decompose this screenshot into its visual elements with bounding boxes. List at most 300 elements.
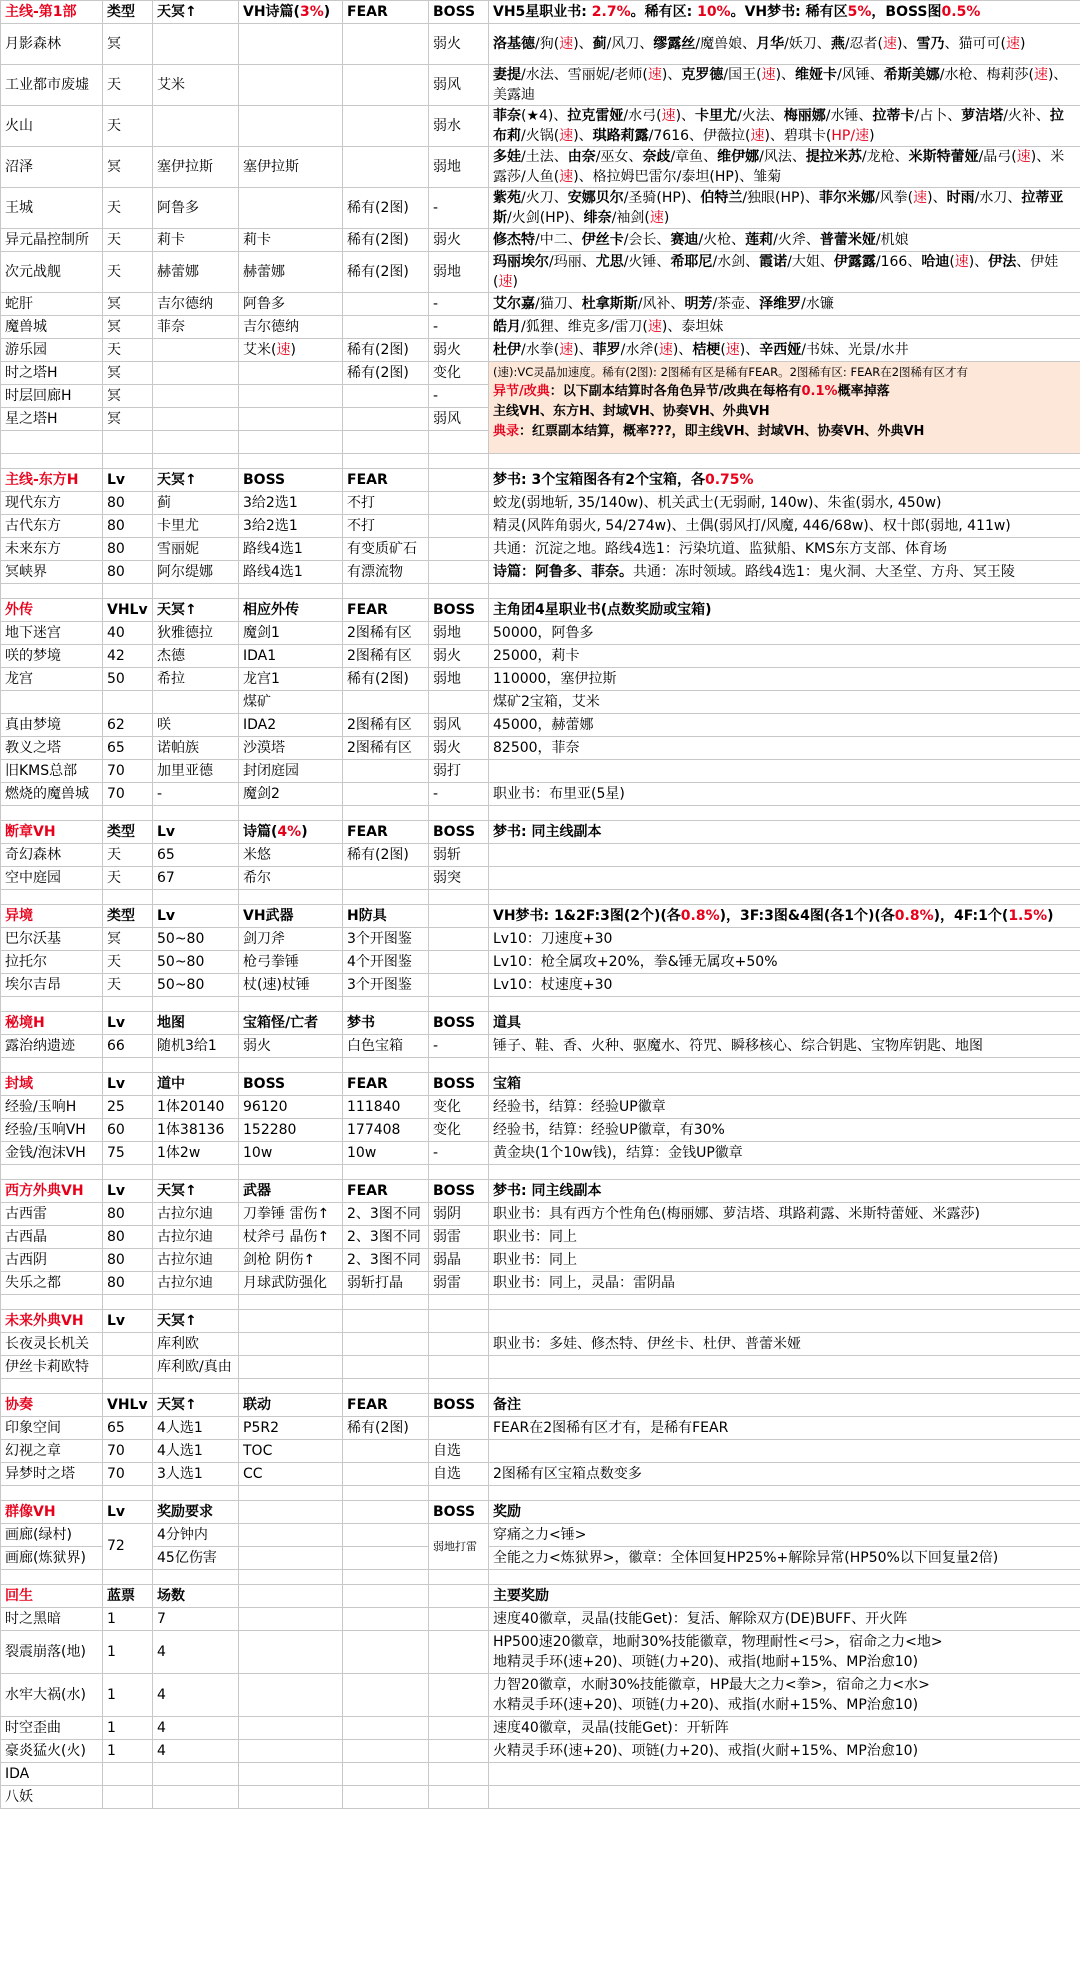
table-cell: Lv bbox=[103, 1310, 153, 1333]
table-row bbox=[1, 24, 1080, 65]
section-title: 西方外典VH bbox=[1, 1180, 103, 1203]
vh-cell bbox=[239, 106, 343, 147]
spacer-cell bbox=[103, 1295, 153, 1310]
spacer-cell bbox=[429, 1570, 489, 1585]
table-cell: 75 bbox=[103, 1142, 153, 1165]
spacer-cell bbox=[343, 1379, 429, 1394]
table-cell: 变化 bbox=[429, 1119, 489, 1142]
table-cell: BOSS bbox=[239, 469, 343, 492]
spacer-cell bbox=[489, 890, 1080, 905]
table-row bbox=[1, 928, 1080, 951]
text-segment: VH梦书: 1&2F:3图(2个)(各 bbox=[493, 907, 681, 924]
table-row bbox=[1, 1249, 1080, 1272]
table-cell: 弱火 bbox=[429, 339, 489, 362]
table-cell bbox=[343, 1717, 429, 1740]
table-cell: 时之塔H bbox=[1, 362, 103, 385]
table-row bbox=[1, 293, 1080, 316]
table-cell: 65 bbox=[153, 844, 239, 867]
table-cell: 稀有(2图) bbox=[343, 362, 429, 385]
empty-cell bbox=[1, 431, 103, 454]
table-cell: 印象空间 bbox=[1, 1417, 103, 1440]
table-cell: 库利欧 bbox=[153, 1333, 239, 1356]
table-row bbox=[1, 147, 1080, 188]
table-cell: 金钱/泡沫VH bbox=[1, 1142, 103, 1165]
table-cell: 1体38136 bbox=[153, 1119, 239, 1142]
table-cell: 80 bbox=[103, 1249, 153, 1272]
table-cell: 职业书：同上 bbox=[489, 1226, 1080, 1249]
table-row bbox=[1, 645, 1080, 668]
spacer-cell bbox=[239, 1295, 343, 1310]
table-row bbox=[1, 714, 1080, 737]
spacer-cell bbox=[1, 584, 103, 599]
table-cell: 弱风 bbox=[429, 65, 489, 106]
table-cell: 沙漠塔 bbox=[239, 737, 343, 760]
table-cell: Lv bbox=[153, 821, 239, 844]
table-cell: 62 bbox=[103, 714, 153, 737]
table-cell: 路线4选1 bbox=[239, 561, 343, 584]
table-cell: 2图稀有区 bbox=[343, 737, 429, 760]
table-cell: 沼泽 bbox=[1, 147, 103, 188]
header-cell: BOSS bbox=[429, 1073, 489, 1096]
table-cell bbox=[103, 1333, 153, 1356]
table-row bbox=[1, 1119, 1080, 1142]
table-cell bbox=[239, 1547, 343, 1570]
table-cell: 2、3图不同 bbox=[343, 1226, 429, 1249]
header-cell: 武器 bbox=[239, 1180, 343, 1203]
table-cell bbox=[343, 1674, 429, 1717]
table-cell: 古拉尔迪 bbox=[153, 1272, 239, 1295]
text-segment: 3% bbox=[299, 3, 324, 20]
table-cell: - bbox=[429, 385, 489, 408]
table-cell: 80 bbox=[103, 492, 153, 515]
table-cell: 异元晶控制所 bbox=[1, 229, 103, 252]
table-cell: 不打 bbox=[343, 492, 429, 515]
note-cell: 皓月/狐狸、维克多/雷刀(速)、泰坦妹 bbox=[489, 316, 1080, 339]
table-cell: 封闭庭园 bbox=[239, 760, 343, 783]
table-cell: 80 bbox=[103, 1272, 153, 1295]
section-title: 异境 bbox=[1, 905, 103, 928]
text-segment: 概率掉落 bbox=[837, 384, 890, 399]
table-cell: IDA2 bbox=[239, 714, 343, 737]
table-row bbox=[1, 339, 1080, 362]
table-row bbox=[1, 1763, 1080, 1786]
table-cell bbox=[343, 106, 429, 147]
table-cell: - bbox=[429, 293, 489, 316]
table-cell: 80 bbox=[103, 515, 153, 538]
table-cell: 弱雷 bbox=[429, 1272, 489, 1295]
table-cell: CC bbox=[239, 1463, 343, 1486]
table-cell: FEAR bbox=[343, 821, 429, 844]
table-cell bbox=[239, 1356, 343, 1379]
table-cell: 经验书，结算：经验UP徽章 bbox=[489, 1096, 1080, 1119]
table-cell: 45亿伤害 bbox=[153, 1547, 239, 1570]
empty-cell bbox=[103, 431, 153, 454]
spacer-cell bbox=[343, 454, 429, 469]
table-cell: 雪丽妮 bbox=[153, 538, 239, 561]
header-cell: BOSS bbox=[429, 1394, 489, 1417]
table-cell: 枪弓拳锤 bbox=[239, 951, 343, 974]
table-cell: 杖(速)杖锤 bbox=[239, 974, 343, 997]
table-cell: 古西雷 bbox=[1, 1203, 103, 1226]
table-cell: 不打 bbox=[343, 515, 429, 538]
spacer-cell bbox=[1, 997, 103, 1012]
section-header bbox=[1, 1, 1080, 24]
table-cell: 地下迷宫 bbox=[1, 622, 103, 645]
table-cell bbox=[343, 1310, 429, 1333]
table-cell: 随机3给1 bbox=[153, 1035, 239, 1058]
header-cell: Lv bbox=[103, 1073, 153, 1096]
section-header bbox=[1, 821, 1080, 844]
table-cell: 弱风 bbox=[429, 408, 489, 431]
table-cell bbox=[429, 561, 489, 584]
table-cell: 画廊(炼狱界) bbox=[1, 1547, 103, 1570]
table-cell: 天 bbox=[103, 974, 153, 997]
section-header bbox=[1, 1501, 1080, 1524]
table-cell: 天 bbox=[103, 844, 153, 867]
section-title: 主线-第1部 bbox=[1, 1, 103, 24]
table-row bbox=[1, 515, 1080, 538]
header-cell: 宝箱怪/亡者 bbox=[239, 1012, 343, 1035]
table-cell bbox=[429, 1740, 489, 1763]
section-header bbox=[1, 905, 1080, 928]
note-cell: 共通：沉淀之地。路线4选1：污染坑道、监狱船、KMS东方支部、体育场 bbox=[489, 538, 1080, 561]
table-cell: 现代东方 bbox=[1, 492, 103, 515]
table-cell bbox=[343, 408, 429, 431]
section-title: 断章VH bbox=[1, 821, 103, 844]
table-cell: 古西阴 bbox=[1, 1249, 103, 1272]
table-cell: 天 bbox=[103, 188, 153, 229]
table-cell: 吉尔德纳 bbox=[153, 293, 239, 316]
table-cell: 蓟 bbox=[153, 492, 239, 515]
text-segment: 1.5% bbox=[1008, 907, 1048, 924]
table-cell: 卡里尤 bbox=[153, 515, 239, 538]
table-cell: 弱雷 bbox=[429, 1226, 489, 1249]
info-box bbox=[489, 362, 1080, 454]
table-cell: 锤子、鞋、香、火种、驱魔水、符咒、瞬移核心、综合钥匙、宝物库钥匙、地图 bbox=[489, 1035, 1080, 1058]
header-cell: FEAR bbox=[343, 599, 429, 622]
text-segment: 4% bbox=[277, 823, 302, 840]
spacer-cell bbox=[103, 1486, 153, 1501]
header-note bbox=[489, 1, 1080, 24]
spacer-cell bbox=[489, 1295, 1080, 1310]
section-header bbox=[1, 1180, 1080, 1203]
reward-line: 速度40徽章，灵晶(技能Get)：复活、解除双方(DE)BUFF、开火阵 bbox=[493, 1611, 908, 1627]
table-cell: 刀拳锤 雷伤↑ bbox=[239, 1203, 343, 1226]
table-cell: 类型 bbox=[103, 1, 153, 24]
table-cell: 25 bbox=[103, 1096, 153, 1119]
spacer-cell bbox=[429, 806, 489, 821]
header-cell: FEAR bbox=[343, 1073, 429, 1096]
table-cell: 变化 bbox=[429, 362, 489, 385]
table-cell bbox=[239, 1310, 343, 1333]
spacer-cell bbox=[153, 1165, 239, 1180]
table-cell: 天冥↑ bbox=[153, 469, 239, 492]
empty-cell bbox=[153, 431, 239, 454]
table-cell: 自选 bbox=[429, 1463, 489, 1486]
table-cell: 天 bbox=[103, 229, 153, 252]
table-cell: BOSS bbox=[429, 1501, 489, 1524]
table-cell: 职业书：同上，灵晶：雷阴晶 bbox=[489, 1272, 1080, 1295]
table-cell: 豪炎猛火(火) bbox=[1, 1740, 103, 1763]
table-cell: 天 bbox=[103, 339, 153, 362]
text-segment: 。稀有区: bbox=[630, 3, 698, 20]
table-cell: 弱火 bbox=[429, 24, 489, 65]
vh-cell bbox=[239, 362, 343, 385]
header-cell: VHLv bbox=[103, 599, 153, 622]
reward-line: 水精灵手环(速+20)、项链(力+20)、戒指(水耐+15%、MP治愈10) bbox=[493, 1697, 919, 1713]
table-cell bbox=[429, 469, 489, 492]
text-segment: VH5星职业书: bbox=[493, 3, 592, 20]
table-cell: 时之黑暗 bbox=[1, 1608, 103, 1631]
spacer-cell bbox=[103, 1570, 153, 1585]
spacer-cell bbox=[489, 1058, 1080, 1073]
spacer-cell bbox=[343, 890, 429, 905]
table-row bbox=[1, 1717, 1080, 1740]
table-cell: 弱地 bbox=[429, 668, 489, 691]
table-cell: 露治纳遗迹 bbox=[1, 1035, 103, 1058]
spacer-cell bbox=[239, 997, 343, 1012]
table-row bbox=[1, 561, 1080, 584]
table-cell: 2、3图不同 bbox=[343, 1249, 429, 1272]
note-cell: 玛丽埃尔/玛丽、尤思/火锤、希耶尼/水剑、霞诺/大姐、伊露露/166、哈迪(速)、伊法、伊娃(速) bbox=[489, 252, 1080, 293]
table-cell: 稀有(2图) bbox=[343, 1417, 429, 1440]
table-cell: 菲奈 bbox=[153, 316, 239, 339]
table-row bbox=[1, 1356, 1080, 1379]
table-cell: 艾米 bbox=[153, 65, 239, 106]
table-cell bbox=[343, 24, 429, 65]
spacer-cell bbox=[239, 1486, 343, 1501]
table-cell: BOSS bbox=[429, 821, 489, 844]
table-cell: 八妖 bbox=[1, 1786, 103, 1809]
table-cell bbox=[103, 1356, 153, 1379]
table-cell bbox=[429, 515, 489, 538]
text-segment: 诗篇( bbox=[243, 823, 278, 840]
table-cell bbox=[153, 385, 239, 408]
spacer-row bbox=[1, 1058, 1080, 1073]
table-cell bbox=[429, 1417, 489, 1440]
spacer-cell bbox=[489, 997, 1080, 1012]
table-cell: 蛇肝 bbox=[1, 293, 103, 316]
table-cell: 路线4选1 bbox=[239, 538, 343, 561]
table-row bbox=[1, 1417, 1080, 1440]
table-cell: 工业都市废墟 bbox=[1, 65, 103, 106]
header-cell: FEAR bbox=[343, 1394, 429, 1417]
table-cell: 冥 bbox=[103, 316, 153, 339]
section-header bbox=[1, 1012, 1080, 1035]
table-cell: 1 bbox=[103, 1631, 153, 1674]
spacer-cell bbox=[153, 1058, 239, 1073]
table-row bbox=[1, 1631, 1080, 1674]
spacer-cell bbox=[429, 1486, 489, 1501]
table-cell: Lv10：刀速度+30 bbox=[489, 928, 1080, 951]
spacer-cell bbox=[103, 1165, 153, 1180]
table-cell bbox=[1, 691, 103, 714]
table-cell: 奖励 bbox=[489, 1501, 1080, 1524]
table-row bbox=[1, 1035, 1080, 1058]
note-cell: 洛基德/狗(速)、蓟/风刀、缪露丝/魔兽娘、月华/妖刀、燕/忍者(速)、雪乃、猫可可(速) bbox=[489, 24, 1080, 65]
table-cell bbox=[429, 1763, 489, 1786]
table-cell bbox=[489, 1440, 1080, 1463]
table-cell bbox=[429, 928, 489, 951]
spacer-cell bbox=[429, 584, 489, 599]
table-row bbox=[1, 783, 1080, 806]
table-cell: 50~80 bbox=[153, 951, 239, 974]
section-header bbox=[1, 469, 1080, 492]
table-cell: 经验/玉响H bbox=[1, 1096, 103, 1119]
table-cell: 古拉尔迪 bbox=[153, 1226, 239, 1249]
table-cell: 冥峡界 bbox=[1, 561, 103, 584]
table-row bbox=[1, 1226, 1080, 1249]
table-cell: 阿鲁多 bbox=[153, 188, 239, 229]
table-cell: 场数 bbox=[153, 1585, 239, 1608]
table-row bbox=[1, 622, 1080, 645]
table-cell bbox=[239, 1524, 343, 1547]
table-row bbox=[1, 691, 1080, 714]
text-segment: 2.7% bbox=[591, 3, 631, 20]
spacer-row bbox=[1, 1295, 1080, 1310]
table-cell: 穿痛之力<锤> bbox=[489, 1524, 1080, 1547]
table-cell: 奇幻森林 bbox=[1, 844, 103, 867]
table-cell: 月球武防强化 bbox=[239, 1272, 343, 1295]
header-cell: BOSS bbox=[429, 599, 489, 622]
table-cell: 80 bbox=[103, 538, 153, 561]
table-cell: 经验书，结算：经验UP徽章，有30% bbox=[489, 1119, 1080, 1142]
text-segment: 典录 bbox=[493, 424, 520, 439]
text-segment: ：红票副本结算，概率???，即主线VH、封域VH、协奏VH、外典VH bbox=[519, 424, 925, 439]
table-cell: 希尔 bbox=[239, 867, 343, 890]
spacer-cell bbox=[1, 806, 103, 821]
table-cell: 裂震崩落(地) bbox=[1, 1631, 103, 1674]
table-cell: 主要奖励 bbox=[489, 1585, 1080, 1608]
spacer-cell bbox=[153, 806, 239, 821]
table-cell: 1体2w bbox=[153, 1142, 239, 1165]
text-segment: ) bbox=[323, 3, 331, 20]
spacer-cell bbox=[1, 1570, 103, 1585]
table-cell: 2图稀有区 bbox=[343, 622, 429, 645]
table-cell: 天冥↑ bbox=[153, 1310, 239, 1333]
note-cell: 蛟龙(弱地斩, 35/140w)、机关武士(无弱耐, 140w)、朱雀(弱水, 450w) bbox=[489, 492, 1080, 515]
table-cell bbox=[429, 1356, 489, 1379]
reward-cell bbox=[489, 1740, 1080, 1763]
table-cell: 177408 bbox=[343, 1119, 429, 1142]
table-cell: Lv bbox=[103, 469, 153, 492]
table-row bbox=[1, 188, 1080, 229]
text-segment: 0.8% bbox=[894, 907, 934, 924]
table-cell: 画廊(绿村) bbox=[1, 1524, 103, 1547]
table-cell: 古拉尔迪 bbox=[153, 1203, 239, 1226]
table-cell bbox=[153, 691, 239, 714]
table-cell: 天冥↑ bbox=[153, 1, 239, 24]
header-vh bbox=[239, 1, 343, 24]
table-cell: 60 bbox=[103, 1119, 153, 1142]
reward-line: 火精灵手环(速+20)、项链(力+20)、戒指(火耐+15%、MP治愈10) bbox=[493, 1743, 919, 1759]
table-cell: 2图稀有区 bbox=[343, 645, 429, 668]
spacer-cell bbox=[489, 1486, 1080, 1501]
section-header bbox=[1, 1394, 1080, 1417]
table-cell: 黄金块(1个10w钱)，结算：金钱UP徽章 bbox=[489, 1142, 1080, 1165]
spacer-cell bbox=[153, 1486, 239, 1501]
section-title: 回生 bbox=[1, 1585, 103, 1608]
vh-cell: 赫蕾娜 bbox=[239, 252, 343, 293]
table-cell: 7 bbox=[153, 1608, 239, 1631]
header-cell: Lv bbox=[103, 1012, 153, 1035]
spacer-cell bbox=[153, 584, 239, 599]
table-cell: 弱地 bbox=[429, 252, 489, 293]
section-title: 秘境H bbox=[1, 1012, 103, 1035]
table-cell: 天 bbox=[103, 252, 153, 293]
table-cell bbox=[343, 147, 429, 188]
header-cell: 宝箱 bbox=[489, 1073, 1080, 1096]
table-cell: 奖励要求 bbox=[153, 1501, 239, 1524]
table-cell: 弱阴 bbox=[429, 1203, 489, 1226]
table-cell bbox=[239, 1501, 343, 1524]
spacer-cell bbox=[239, 1379, 343, 1394]
table-cell bbox=[489, 760, 1080, 783]
table-row bbox=[1, 1674, 1080, 1717]
table-cell bbox=[153, 1786, 239, 1809]
table-cell: Lv bbox=[153, 905, 239, 928]
table-cell bbox=[429, 974, 489, 997]
table-cell bbox=[239, 1763, 343, 1786]
table-cell: 4 bbox=[153, 1631, 239, 1674]
table-cell: 龙宫 bbox=[1, 668, 103, 691]
spacer-cell bbox=[489, 806, 1080, 821]
table-cell: 42 bbox=[103, 645, 153, 668]
table-cell: 长夜灵长机关 bbox=[1, 1333, 103, 1356]
section-title: 协奏 bbox=[1, 1394, 103, 1417]
table-cell: - bbox=[429, 1142, 489, 1165]
table-cell bbox=[239, 1333, 343, 1356]
table-cell: 10w bbox=[239, 1142, 343, 1165]
table-cell: 埃尔吉昂 bbox=[1, 974, 103, 997]
table-cell bbox=[343, 1631, 429, 1674]
table-cell: 莉卡 bbox=[153, 229, 239, 252]
table-cell: 燃烧的魔兽城 bbox=[1, 783, 103, 806]
spacer-cell bbox=[429, 997, 489, 1012]
table-cell: 煤矿2宝箱，艾米 bbox=[489, 691, 1080, 714]
vh-cell bbox=[239, 408, 343, 431]
table-cell: 未来东方 bbox=[1, 538, 103, 561]
table-cell: 天 bbox=[103, 951, 153, 974]
spacer-cell bbox=[343, 1058, 429, 1073]
reward-cell bbox=[489, 1717, 1080, 1740]
table-cell: 火山 bbox=[1, 106, 103, 147]
table-row bbox=[1, 1547, 1080, 1570]
table-cell: 冥 bbox=[103, 147, 153, 188]
spacer-cell bbox=[103, 890, 153, 905]
table-cell bbox=[429, 492, 489, 515]
table-cell: FEAR bbox=[343, 469, 429, 492]
header-cell: Lv bbox=[103, 1180, 153, 1203]
table-cell bbox=[343, 1501, 429, 1524]
empty-cell bbox=[239, 431, 343, 454]
spacer-cell bbox=[343, 997, 429, 1012]
table-cell bbox=[429, 1786, 489, 1809]
spacer-row bbox=[1, 584, 1080, 599]
spacer-cell bbox=[239, 806, 343, 821]
spacer-cell bbox=[153, 997, 239, 1012]
table-cell: 职业书：同上 bbox=[489, 1249, 1080, 1272]
table-cell bbox=[429, 951, 489, 974]
table-cell: FEAR在2图稀有区才有，是稀有FEAR bbox=[489, 1417, 1080, 1440]
spacer-cell bbox=[1, 1486, 103, 1501]
table-cell: 杖斧弓 晶伤↑ bbox=[239, 1226, 343, 1249]
vh-cell bbox=[239, 65, 343, 106]
table-cell: 3人选1 bbox=[153, 1463, 239, 1486]
reward-cell bbox=[489, 1631, 1080, 1674]
header-cell: 天冥↑ bbox=[153, 599, 239, 622]
table-cell: 职业书：布里亚(5星) bbox=[489, 783, 1080, 806]
